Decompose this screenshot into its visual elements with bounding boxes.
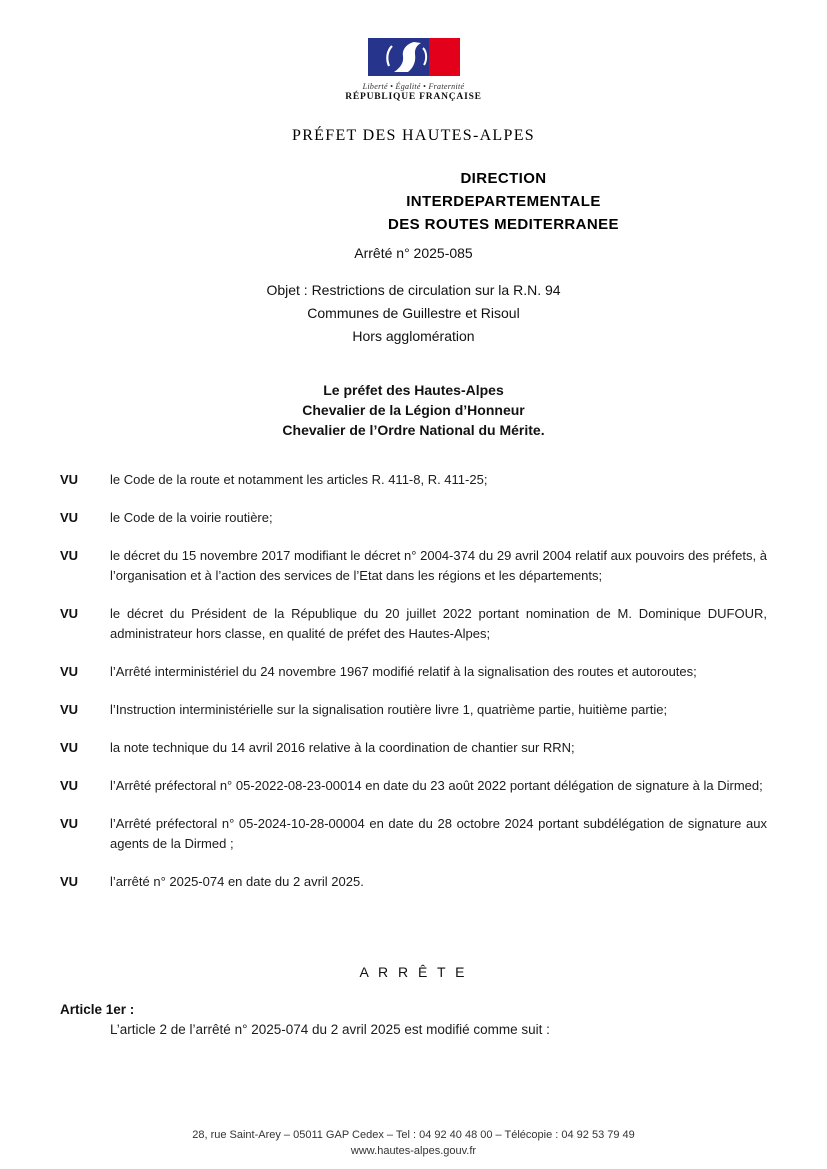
arrete-number: Arrêté n° 2025-085 <box>354 244 473 261</box>
prefet-title-line-2: Chevalier de la Légion d’Honneur <box>302 401 525 418</box>
prefet-heading: PRÉFET DES HAUTES-ALPES <box>292 126 535 144</box>
vu-label: VU <box>60 701 79 717</box>
vu-label: VU <box>60 777 79 793</box>
vu-text: le Code de la route et notamment les articles R. 411-8, R. 411-25; <box>110 471 488 487</box>
vu-label: VU <box>60 815 79 831</box>
objet-line-2: Communes de Guillestre et Risoul <box>307 304 520 321</box>
vu-label: VU <box>60 547 79 563</box>
vu-text: l’arrêté n° 2025-074 en date du 2 avril 2025. <box>110 873 364 889</box>
vu-item <box>60 470 767 490</box>
vu-label: VU <box>60 739 79 755</box>
republique-francaise-logo <box>60 38 767 103</box>
prefet-titles-block <box>60 380 767 440</box>
vu-item <box>60 872 767 892</box>
vu-text: l’Instruction interministérielle sur la signalisation routière livre 1, quatrième partie, huitième partie; <box>110 701 668 717</box>
marianne-flag-icon <box>368 38 460 76</box>
vu-item <box>60 604 767 644</box>
objet-block <box>60 279 767 348</box>
page-footer <box>0 1127 827 1159</box>
objet-line-1: Objet : Restrictions de circulation sur la R.N. 94 <box>266 281 561 298</box>
direction-line-1: DIRECTION <box>460 169 547 187</box>
arrete-heading: A R R Ê T E <box>359 963 468 980</box>
vu-label: VU <box>60 873 79 889</box>
direction-heading <box>150 167 827 236</box>
vu-label: VU <box>60 663 79 679</box>
vu-label: VU <box>60 605 79 621</box>
vu-item <box>60 662 767 682</box>
article-1 <box>60 1000 767 1040</box>
logo-motto: Liberté • Égalité • Fraternité <box>362 82 465 91</box>
direction-line-2: INTERDEPARTEMENTALE <box>406 192 601 210</box>
prefet-title-line-3: Chevalier de l’Ordre National du Mérite. <box>282 421 545 438</box>
objet-line-3: Hors agglomération <box>352 327 475 344</box>
vu-item <box>60 738 767 758</box>
vu-text: l’Arrêté préfectoral n° 05-2022-08-23-00014 en date du 23 août 2022 portant délégation de signature à la Dirmed; <box>110 777 763 793</box>
prefet-title-line-1: Le préfet des Hautes-Alpes <box>323 381 504 398</box>
vu-text: le décret du Président de la République du 20 juillet 2022 portant nomination de M. Dominique DUFOUR, administrateur hors classe, en qualité de préfet des Hautes-Alpes; <box>110 605 767 641</box>
vu-text: la note technique du 14 avril 2016 relative à la coordination de chantier sur RRN; <box>110 739 575 755</box>
vu-text: le décret du 15 novembre 2017 modifiant le décret n° 2004-374 du 29 avril 2004 relatif aux pouvoirs des préfets, à l’organisation et à l’action des services de l’Etat dans les régions et les départements; <box>110 547 767 583</box>
vu-label: VU <box>60 509 79 525</box>
vu-text: l’Arrêté interministériel du 24 novembre 1967 modifié relatif à la signalisation des routes et autoroutes; <box>110 663 697 679</box>
vu-text: le Code de la voirie routière; <box>110 509 273 525</box>
footer-address: 28, rue Saint-Arey – 05011 GAP Cedex – Tel : 04 92 40 48 00 – Télécopie : 04 92 53 79 49 <box>192 1129 635 1141</box>
article-1-title: Article 1er : <box>60 1001 135 1017</box>
vu-item <box>60 776 767 796</box>
vu-item <box>60 508 767 528</box>
vu-item <box>60 700 767 720</box>
direction-line-3: DES ROUTES MEDITERRANEE <box>388 215 619 233</box>
vu-item <box>60 814 767 854</box>
vu-item <box>60 546 767 586</box>
footer-website: www.hautes-alpes.gouv.fr <box>350 1145 477 1157</box>
article-1-body: L’article 2 de l’arrêté n° 2025-074 du 2 avril 2025 est modifié comme suit : <box>110 1021 550 1037</box>
vu-text: l’Arrêté préfectoral n° 05-2024-10-28-00004 en date du 28 octobre 2024 portant subdélégation de signature aux agents de la Dirmed ; <box>110 815 767 851</box>
logo-republic-text: RÉPUBLIQUE FRANÇAISE <box>345 92 482 102</box>
vu-list <box>60 470 767 892</box>
vu-label: VU <box>60 471 79 487</box>
